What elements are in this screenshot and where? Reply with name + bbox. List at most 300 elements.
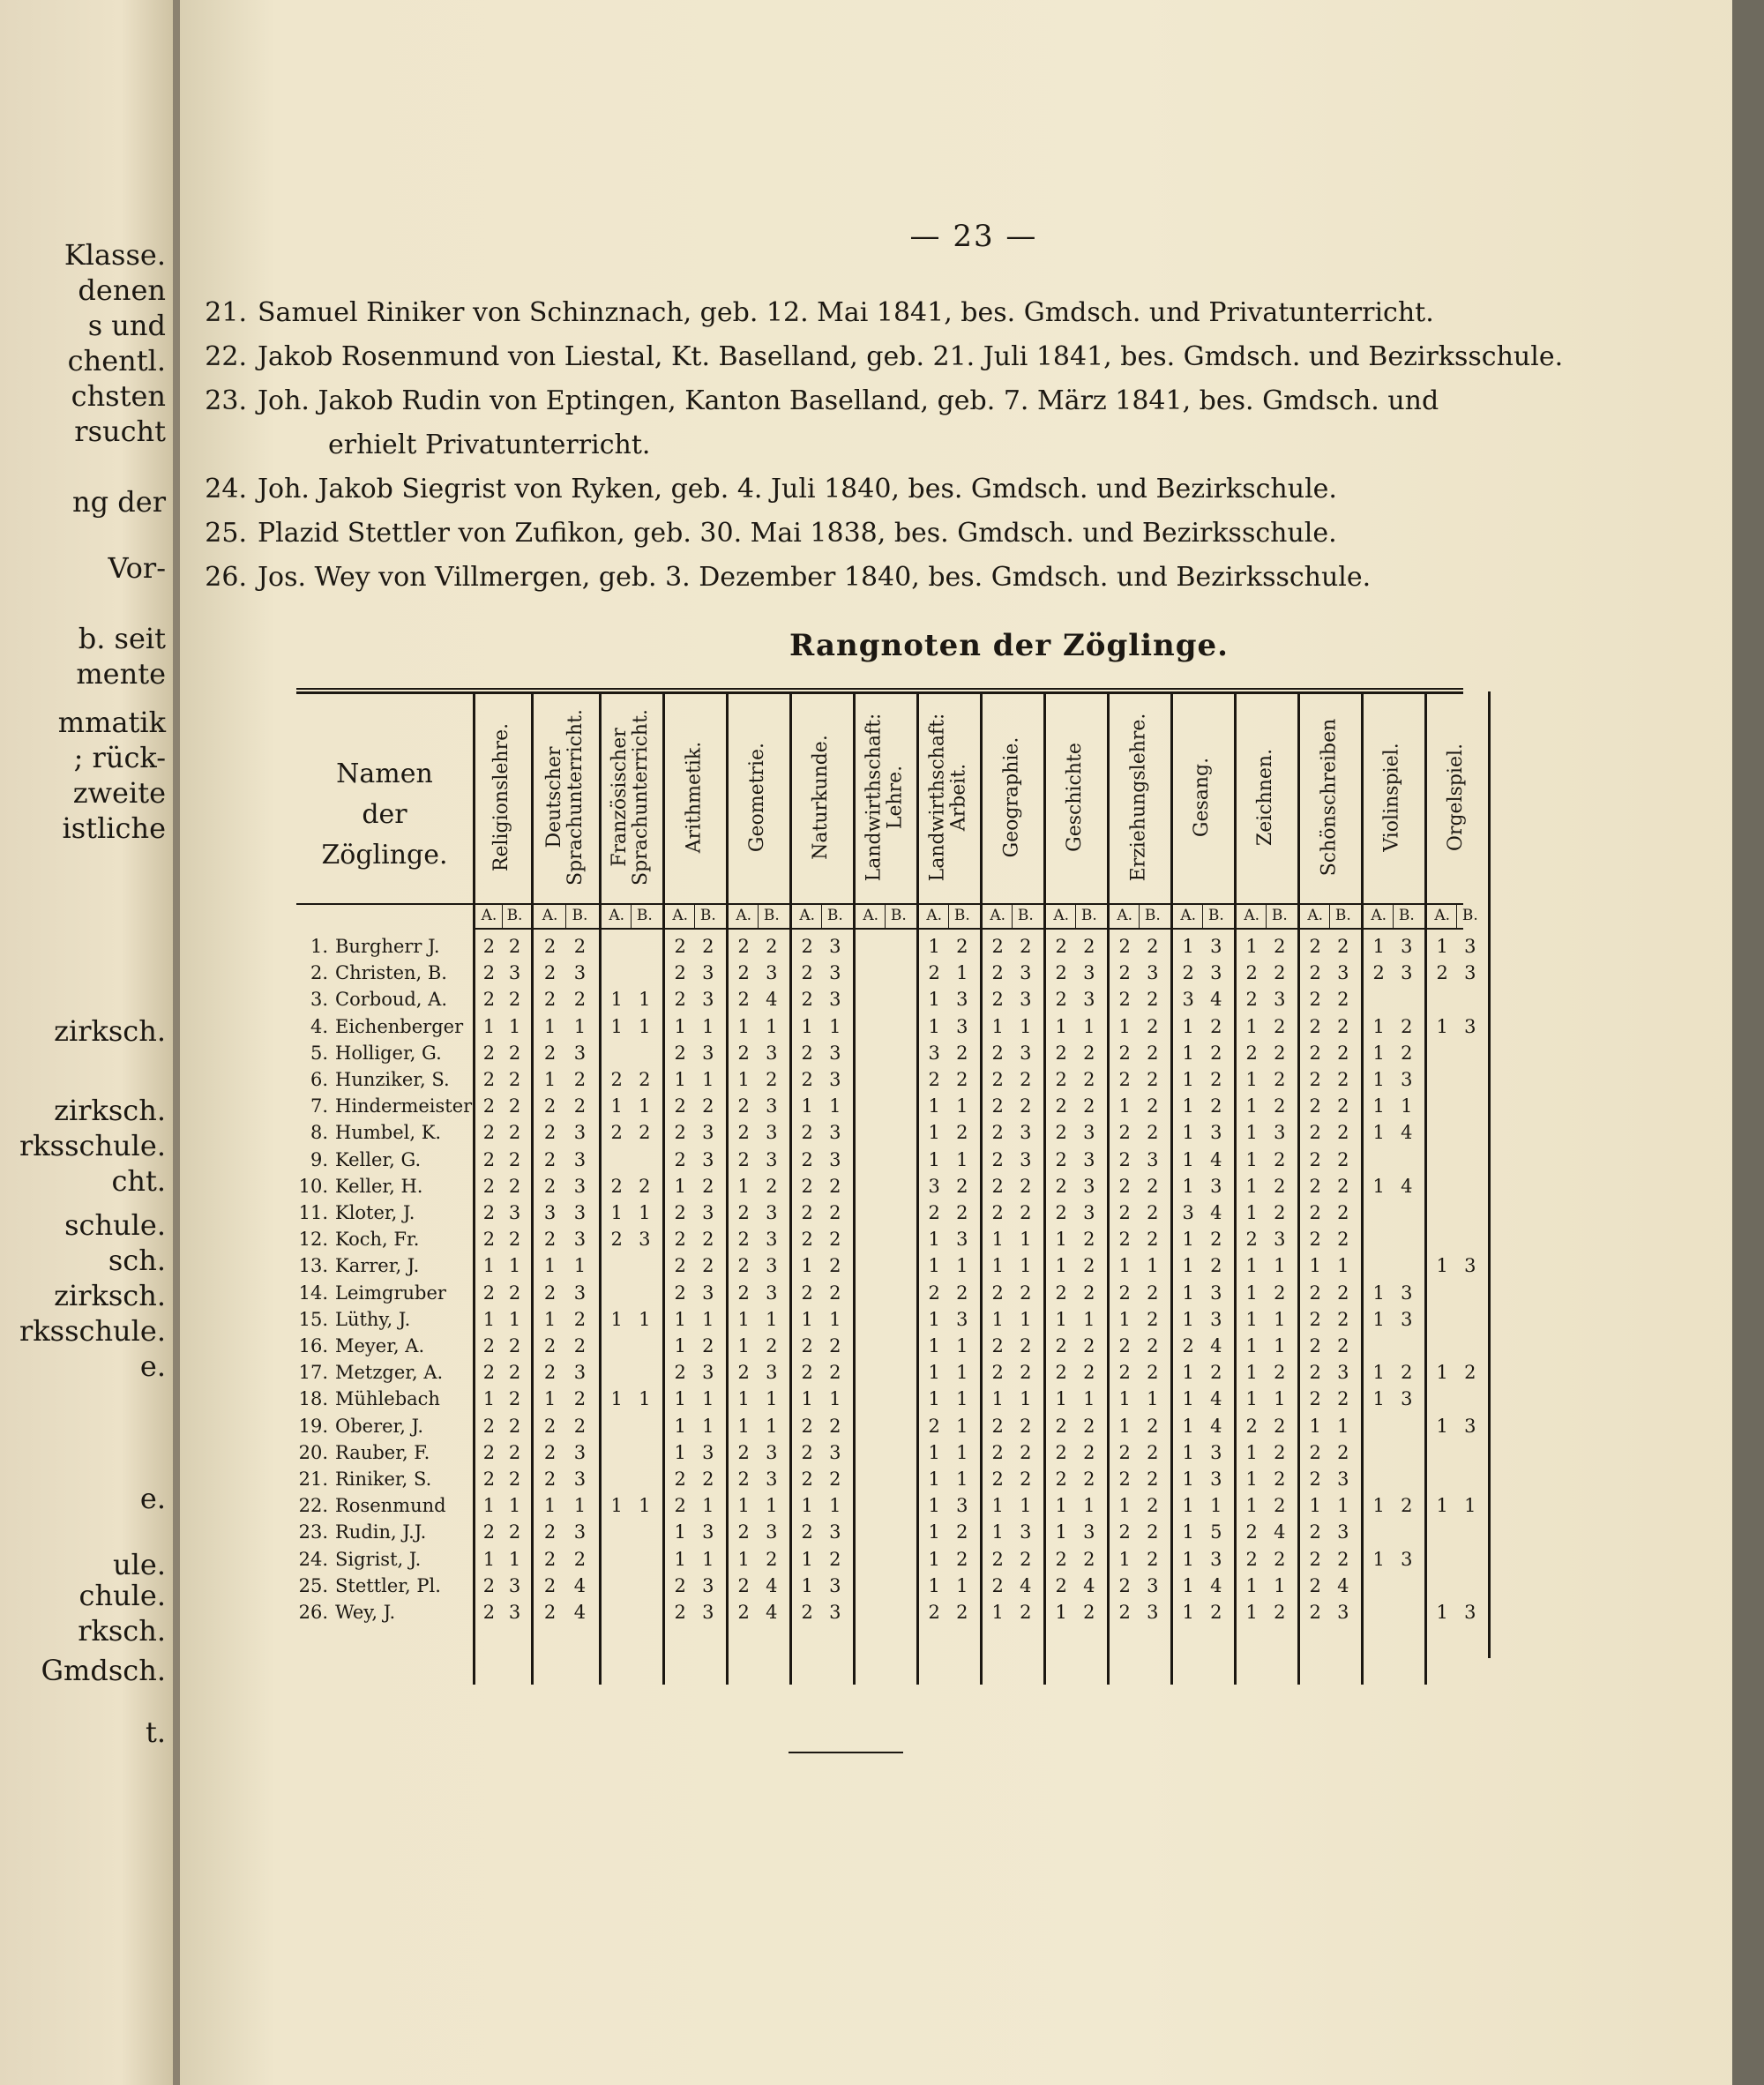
- grade-a: 1: [1245, 1015, 1258, 1037]
- grade-b: 2: [1020, 1282, 1032, 1304]
- grade-b: 2: [508, 1521, 521, 1543]
- grade-a: 2: [1309, 1335, 1321, 1356]
- row-number: 22.: [298, 1495, 328, 1517]
- grade-b: 2: [1337, 1042, 1349, 1064]
- grade-a: 2: [1245, 1415, 1258, 1437]
- grade-b: 3: [1020, 989, 1032, 1011]
- grade-b: 1: [956, 1148, 968, 1170]
- names-header-line: Zöglinge.: [321, 840, 448, 871]
- row-number: 4.: [310, 1015, 328, 1037]
- grade-a: 1: [1372, 1095, 1385, 1117]
- grade-b: 2: [1083, 1229, 1095, 1251]
- grade-b: 3: [1464, 962, 1476, 984]
- grade-b: 1: [508, 1255, 521, 1277]
- grade-b: 2: [639, 1175, 651, 1197]
- grade-a: 2: [991, 1362, 1004, 1384]
- row-number: 13.: [298, 1255, 328, 1277]
- entry-line: [180, 335, 1679, 379]
- grade-b: 1: [1083, 1015, 1095, 1037]
- grade-b: 3: [956, 1015, 968, 1037]
- ab-separator: [1139, 903, 1140, 928]
- grade-a: 2: [1055, 1282, 1067, 1304]
- row-number: 9.: [310, 1148, 328, 1170]
- grade-b: 3: [1464, 1255, 1476, 1277]
- grade-b: 2: [1274, 1362, 1286, 1384]
- ab-separator: [1075, 903, 1076, 928]
- grade-b: 3: [702, 1602, 714, 1623]
- grade-b: 3: [1020, 1042, 1032, 1064]
- grade-b: 2: [508, 1282, 521, 1304]
- grade-a: 1: [1436, 1015, 1448, 1037]
- ab-label-b: B.: [953, 907, 970, 924]
- grade-a: 2: [674, 936, 686, 957]
- grade-b: 3: [1274, 1229, 1286, 1251]
- left-page-line: e.: [139, 1482, 166, 1515]
- ab-label-b: B.: [1207, 907, 1224, 924]
- grade-a: 1: [674, 1548, 686, 1570]
- grade-b: 2: [956, 1548, 968, 1570]
- grade-b: 2: [1274, 1042, 1286, 1064]
- grade-b: 2: [573, 989, 587, 1011]
- grade-a: 1: [1372, 936, 1385, 957]
- grade-b: 2: [508, 1122, 521, 1144]
- grade-b: 1: [1147, 1255, 1159, 1277]
- grade-a: 1: [1182, 1015, 1194, 1037]
- grade-a: 1: [1182, 1495, 1194, 1517]
- grade-a: 1: [928, 1095, 940, 1117]
- grade-a: 2: [801, 962, 813, 984]
- grade-a: 2: [1118, 1335, 1131, 1356]
- student-name: Rauber, F.: [335, 1441, 430, 1463]
- grade-b: 1: [508, 1308, 521, 1330]
- grade-b: 3: [573, 962, 587, 984]
- grade-a: 2: [991, 1335, 1004, 1356]
- grade-a: 2: [1118, 1042, 1131, 1064]
- grade-a: 1: [543, 1388, 557, 1410]
- grade-a: 2: [543, 1229, 557, 1251]
- grade-a: 2: [801, 1468, 813, 1490]
- student-name: Christen, B.: [335, 962, 447, 984]
- grade-b: 2: [1337, 1282, 1349, 1304]
- grade-a: 1: [610, 1202, 623, 1223]
- grade-b: 3: [1210, 962, 1222, 984]
- ab-label-a: A.: [481, 907, 497, 924]
- grade-a: 2: [991, 1042, 1004, 1064]
- grade-b: 1: [702, 1415, 714, 1437]
- grade-a: 1: [928, 1229, 940, 1251]
- ab-separator: [1266, 903, 1267, 928]
- grade-a: 1: [543, 1069, 557, 1090]
- grade-b: 3: [1083, 1122, 1095, 1144]
- grade-b: 2: [1083, 1282, 1095, 1304]
- grade-b: 2: [1401, 1015, 1413, 1037]
- grade-a: 2: [991, 962, 1004, 984]
- grade-a: 1: [928, 1441, 940, 1463]
- grade-a: 1: [801, 1548, 813, 1570]
- grade-b: 1: [829, 1015, 841, 1037]
- grade-b: 1: [956, 1362, 968, 1384]
- grade-a: 1: [610, 1388, 623, 1410]
- grade-a: 1: [1245, 1069, 1258, 1090]
- grade-b: 1: [573, 1015, 587, 1037]
- subject-label: Geometrie.: [746, 742, 769, 853]
- grade-b: 2: [829, 1362, 841, 1384]
- grade-a: 1: [737, 1308, 750, 1330]
- student-name: Leimgruber: [335, 1282, 446, 1304]
- grade-a: 2: [674, 1042, 686, 1064]
- grade-b: 2: [1337, 1308, 1349, 1330]
- grade-b: 1: [1020, 1308, 1032, 1330]
- grade-a: 1: [543, 1308, 557, 1330]
- grade-b: 2: [1147, 1229, 1159, 1251]
- grade-b: 2: [1020, 936, 1032, 957]
- grade-b: 4: [1083, 1574, 1095, 1596]
- grade-a: 2: [543, 1602, 557, 1623]
- book-gutter: [173, 0, 180, 2085]
- row-number: 5.: [310, 1042, 328, 1064]
- grade-b: 3: [1401, 1069, 1413, 1090]
- entry-line: [180, 512, 1679, 556]
- subject-label: Deutscher Sprachunterricht.: [542, 709, 587, 886]
- subject-label: Französischer Sprachunterricht.: [609, 709, 652, 886]
- grade-b: 3: [1083, 1521, 1095, 1543]
- grade-a: 1: [1436, 1255, 1448, 1277]
- grade-b: 2: [1337, 1095, 1349, 1117]
- grade-a: 2: [1309, 1175, 1321, 1197]
- grade-a: 2: [737, 1521, 750, 1543]
- grade-a: 1: [1245, 1602, 1258, 1623]
- grade-b: 2: [829, 1415, 841, 1437]
- grade-a: 2: [610, 1229, 623, 1251]
- ab-label-a: A.: [609, 907, 624, 924]
- grade-b: 1: [1210, 1495, 1222, 1517]
- grade-b: 3: [508, 1202, 521, 1223]
- grade-a: 1: [1372, 1015, 1385, 1037]
- student-name: Meyer, A.: [335, 1335, 425, 1356]
- grade-a: 2: [1055, 1362, 1067, 1384]
- student-name: Rudin, J.J.: [335, 1521, 427, 1543]
- grade-a: 1: [674, 1388, 686, 1410]
- subject-header: [1361, 691, 1424, 903]
- grade-a: 2: [1055, 962, 1067, 984]
- grade-b: 3: [639, 1229, 651, 1251]
- subject-header: [726, 691, 789, 903]
- grade-b: 2: [1147, 1042, 1159, 1064]
- grade-a: 1: [1309, 1255, 1321, 1277]
- grade-b: 3: [1274, 1122, 1286, 1144]
- grade-a: 1: [674, 1415, 686, 1437]
- grade-a: 2: [1309, 1015, 1321, 1037]
- left-page-line: zweite: [72, 776, 166, 810]
- student-name: Keller, H.: [335, 1175, 423, 1197]
- grade-a: 1: [1245, 1175, 1258, 1197]
- grade-b: 2: [956, 1069, 968, 1090]
- subject-label: Orgelspiel.: [1445, 743, 1467, 852]
- grade-b: 1: [508, 1015, 521, 1037]
- grade-b: 3: [829, 1042, 841, 1064]
- grade-a: 1: [482, 1255, 496, 1277]
- grade-a: 2: [1309, 1441, 1321, 1463]
- grade-a: 2: [801, 1602, 813, 1623]
- left-page-line: rksch.: [78, 1614, 166, 1648]
- grade-b: 4: [766, 989, 778, 1011]
- grade-a: 2: [1055, 989, 1067, 1011]
- grade-a: 1: [1372, 1282, 1385, 1304]
- student-name: Mühlebach: [335, 1388, 440, 1410]
- table-title: Rangnoten der Zöglinge.: [789, 628, 1230, 663]
- grade-a: 2: [1309, 1069, 1321, 1090]
- grade-b: 1: [829, 1308, 841, 1330]
- grade-a: 1: [543, 1015, 557, 1037]
- grade-b: 2: [829, 1282, 841, 1304]
- grade-a: 1: [1118, 1015, 1131, 1037]
- grade-a: 2: [482, 1175, 496, 1197]
- row-number: 20.: [298, 1441, 328, 1463]
- grade-b: 1: [639, 1015, 651, 1037]
- grade-b: 3: [766, 1362, 778, 1384]
- grade-b: 3: [702, 1042, 714, 1064]
- grade-a: 1: [1055, 1521, 1067, 1543]
- left-page-line: ng der: [72, 485, 166, 519]
- grade-a: 1: [1436, 1415, 1448, 1437]
- grade-a: 2: [801, 1441, 813, 1463]
- grade-b: 3: [573, 1175, 587, 1197]
- left-page-line: t.: [145, 1715, 166, 1749]
- grade-b: 3: [1401, 1308, 1413, 1330]
- grade-a: 2: [1118, 1362, 1131, 1384]
- grade-b: 3: [829, 1602, 841, 1623]
- grade-b: 3: [573, 1122, 587, 1144]
- grade-a: 2: [1055, 1468, 1067, 1490]
- grade-a: 1: [1245, 1468, 1258, 1490]
- grade-a: 2: [674, 1255, 686, 1277]
- grade-b: 4: [573, 1574, 587, 1596]
- grade-b: 2: [1337, 1122, 1349, 1144]
- grade-a: 2: [1309, 1122, 1321, 1144]
- grade-a: 2: [482, 1282, 496, 1304]
- grade-b: 3: [766, 1255, 778, 1277]
- student-name: Lüthy, J.: [335, 1308, 411, 1330]
- grade-a: 1: [737, 1415, 750, 1437]
- grade-b: 2: [1274, 1069, 1286, 1090]
- ab-label-b: B.: [1461, 907, 1478, 924]
- grade-b: 2: [829, 1468, 841, 1490]
- subject-label: Arithmetik.: [683, 741, 706, 854]
- grade-a: 2: [737, 1574, 750, 1596]
- grade-b: 3: [1020, 1148, 1032, 1170]
- subject-header: [853, 691, 916, 903]
- grade-a: 2: [928, 1202, 940, 1223]
- grade-b: 3: [1147, 1148, 1159, 1170]
- ab-label-a: A.: [926, 907, 942, 924]
- grade-a: 1: [1055, 1229, 1067, 1251]
- entry-line: [180, 291, 1679, 335]
- right-page: [180, 0, 1764, 2085]
- grade-a: 2: [543, 1415, 557, 1437]
- grade-a: 2: [991, 1069, 1004, 1090]
- grade-b: 1: [956, 1335, 968, 1356]
- subject-label: Naturkunde.: [810, 735, 833, 860]
- grade-a: 1: [543, 1495, 557, 1517]
- grade-b: 2: [1020, 1441, 1032, 1463]
- student-name: Kloter, J.: [335, 1202, 415, 1223]
- grade-a: 2: [482, 1441, 496, 1463]
- grade-a: 2: [1309, 1574, 1321, 1596]
- grade-a: 2: [1245, 1521, 1258, 1543]
- grade-a: 2: [801, 1069, 813, 1090]
- grade-b: 2: [1020, 1602, 1032, 1623]
- grade-a: 2: [482, 1069, 496, 1090]
- grade-b: 2: [766, 1548, 778, 1570]
- grade-a: 1: [801, 1388, 813, 1410]
- grade-b: 3: [829, 962, 841, 984]
- ab-label-b: B.: [1017, 907, 1034, 924]
- row-number: 23.: [298, 1521, 328, 1543]
- grade-b: 2: [1020, 1175, 1032, 1197]
- grade-a: 2: [737, 962, 750, 984]
- grade-b: 3: [1401, 936, 1413, 957]
- grade-b: 2: [573, 1415, 587, 1437]
- column-rule: [1488, 691, 1491, 1658]
- grade-a: 2: [482, 989, 496, 1011]
- grade-b: 1: [766, 1415, 778, 1437]
- grade-a: 1: [1055, 1388, 1067, 1410]
- ab-label-b: B.: [763, 907, 780, 924]
- grade-a: 1: [1436, 936, 1448, 957]
- grade-b: 3: [1020, 1521, 1032, 1543]
- grade-a: 2: [1245, 1042, 1258, 1064]
- subject-label: Zeichnen.: [1254, 748, 1276, 847]
- student-entries: [180, 291, 1679, 600]
- grade-a: 1: [928, 1362, 940, 1384]
- grade-a: 2: [801, 936, 813, 957]
- grade-b: 1: [1337, 1415, 1349, 1437]
- ab-separator: [1329, 903, 1330, 928]
- row-number: 2.: [310, 962, 328, 984]
- grade-a: 2: [991, 1122, 1004, 1144]
- grade-a: 2: [610, 1122, 623, 1144]
- ab-separator: [758, 903, 759, 928]
- grade-a: 1: [991, 1388, 1004, 1410]
- grade-a: 1: [1118, 1308, 1131, 1330]
- grade-a: 2: [610, 1069, 623, 1090]
- grade-a: 1: [543, 1255, 557, 1277]
- grade-b: 1: [508, 1548, 521, 1570]
- grade-a: 2: [1118, 1521, 1131, 1543]
- grade-a: 1: [737, 1175, 750, 1197]
- grade-b: 3: [573, 1042, 587, 1064]
- grade-b: 1: [1274, 1255, 1286, 1277]
- grade-a: 1: [1182, 1148, 1194, 1170]
- grade-b: 2: [1020, 1202, 1032, 1223]
- grade-a: 2: [482, 1415, 496, 1437]
- grade-b: 2: [702, 1095, 714, 1117]
- ab-label-a: A.: [799, 907, 815, 924]
- grade-a: 1: [610, 1095, 623, 1117]
- ab-label-b: B.: [1144, 907, 1161, 924]
- grade-b: 1: [829, 1388, 841, 1410]
- grade-b: 3: [1464, 1015, 1476, 1037]
- grade-a: 1: [991, 1229, 1004, 1251]
- grade-a: 1: [482, 1388, 496, 1410]
- grade-a: 2: [1372, 962, 1385, 984]
- grade-a: 1: [1182, 1602, 1194, 1623]
- grade-b: 2: [1274, 1602, 1286, 1623]
- student-name: Karrer, J.: [335, 1255, 420, 1277]
- ab-label-a: A.: [1371, 907, 1387, 924]
- entry-text: Plazid Stettler von Zufikon, geb. 30. Mai 1838, bes. Gmdsch. und Bezirksschule.: [258, 518, 1337, 549]
- grade-b: 2: [1147, 1362, 1159, 1384]
- grade-a: 1: [674, 1335, 686, 1356]
- grade-b: 3: [1337, 1362, 1349, 1384]
- grade-a: 2: [737, 1229, 750, 1251]
- grade-b: 2: [1083, 1441, 1095, 1463]
- grade-b: 4: [1337, 1574, 1349, 1596]
- grade-a: 1: [801, 1308, 813, 1330]
- grade-b: 2: [1210, 1229, 1222, 1251]
- ab-label-a: A.: [1434, 907, 1450, 924]
- grade-b: 2: [1147, 1095, 1159, 1117]
- grade-a: 2: [1118, 1468, 1131, 1490]
- grade-a: 2: [737, 1602, 750, 1623]
- grade-b: 2: [1337, 1388, 1349, 1410]
- grade-a: 2: [543, 1335, 557, 1356]
- grade-b: 4: [1401, 1122, 1413, 1144]
- grade-a: 1: [1245, 1255, 1258, 1277]
- grade-b: 2: [1147, 1175, 1159, 1197]
- grade-a: 1: [482, 1015, 496, 1037]
- grade-a: 1: [1245, 1122, 1258, 1144]
- grade-b: 2: [508, 1335, 521, 1356]
- grade-b: 2: [1210, 1255, 1222, 1277]
- grade-b: 1: [1020, 1229, 1032, 1251]
- grade-a: 1: [737, 1495, 750, 1517]
- student-name: Sigrist, J.: [335, 1548, 422, 1570]
- grade-a: 1: [610, 1308, 623, 1330]
- grade-a: 2: [991, 1574, 1004, 1596]
- subject-header: [789, 691, 853, 903]
- grade-b: 2: [1020, 1468, 1032, 1490]
- grade-b: 3: [573, 1468, 587, 1490]
- subject-label: Geographie.: [1000, 736, 1023, 858]
- grade-a: 2: [801, 1362, 813, 1384]
- grade-b: 4: [1401, 1175, 1413, 1197]
- grade-a: 2: [928, 1069, 940, 1090]
- grade-a: 1: [610, 1495, 623, 1517]
- grade-b: 2: [1274, 1548, 1286, 1570]
- grade-b: 3: [766, 1468, 778, 1490]
- grade-b: 2: [1147, 1069, 1159, 1090]
- grade-a: 2: [543, 1521, 557, 1543]
- grade-b: 2: [1274, 1095, 1286, 1117]
- grade-b: 2: [1274, 1415, 1286, 1437]
- grade-a: 2: [991, 1095, 1004, 1117]
- grade-a: 2: [1118, 1122, 1131, 1144]
- names-header-line: Namen: [336, 759, 433, 789]
- grade-b: 2: [1274, 1468, 1286, 1490]
- grade-b: 2: [1083, 1069, 1095, 1090]
- grade-b: 2: [1401, 1495, 1413, 1517]
- grade-a: 2: [482, 1095, 496, 1117]
- grade-b: 2: [1274, 936, 1286, 957]
- ab-label-a: A.: [542, 907, 558, 924]
- grade-a: 2: [674, 1282, 686, 1304]
- grade-b: 1: [766, 1388, 778, 1410]
- row-number: 3.: [310, 989, 328, 1011]
- grade-a: 2: [801, 1042, 813, 1064]
- grade-a: 1: [801, 1095, 813, 1117]
- grade-b: 2: [508, 1468, 521, 1490]
